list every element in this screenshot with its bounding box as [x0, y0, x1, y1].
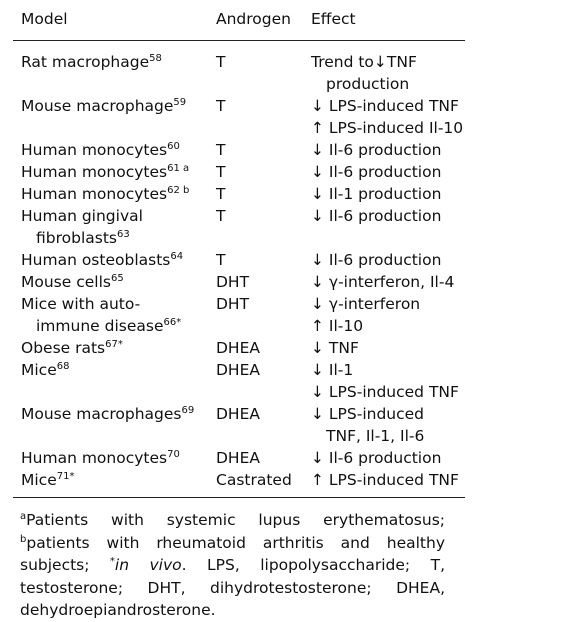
cell-effect [311, 447, 441, 469]
cell-androgen: Castrated [216, 471, 292, 489]
model-name: Human monocytes [21, 185, 168, 203]
footnote-b-mark: b [20, 533, 27, 545]
effect-line: ↓ Il-6 production [311, 207, 442, 225]
cell-model [21, 359, 69, 381]
cell-effect [311, 469, 459, 491]
model-name: Obese rats [21, 339, 106, 357]
cell-androgen: T [216, 185, 226, 203]
effect-line: ↓ LPS-induced TNF [311, 97, 459, 115]
model-name-continued: fibroblasts [36, 229, 117, 247]
reference-superscript: 62 b [167, 184, 190, 196]
cell-effect [311, 95, 463, 139]
effect-line: ↑ LPS-induced Il-10 [311, 119, 464, 137]
reference-superscript: 58 [149, 52, 162, 64]
model-name: Human monocytes [21, 163, 168, 181]
cell-model [21, 337, 123, 359]
footnote-abbreviations: . LPS, lipopolysaccharide; T, testosterone; DHT, dihydrotestosterone; DHEA, dehydroepiandrosterone. [20, 556, 445, 619]
header-effect: Effect [311, 10, 356, 28]
reference-superscript: 64 [170, 250, 184, 262]
cell-effect [311, 183, 441, 205]
cell-model [21, 447, 180, 469]
effect-line: ↓ γ-interferon, Il-4 [311, 273, 455, 291]
cell-model [21, 139, 180, 161]
model-name: Human monocytes [21, 141, 168, 159]
effect-line: ↓ TNF [311, 339, 359, 357]
cell-effect [311, 337, 359, 359]
cell-model [21, 183, 189, 205]
bottom-rule [13, 497, 465, 498]
cell-androgen: T [216, 163, 226, 181]
model-name: Mouse cells [21, 273, 111, 291]
model-name: Mouse macrophages [21, 405, 182, 423]
cell-model [21, 95, 186, 117]
cell-androgen: T [216, 207, 226, 225]
cell-effect [311, 249, 441, 271]
cell-androgen: T [216, 141, 226, 159]
model-name: Human osteoblasts [21, 251, 171, 269]
cell-androgen: DHEA [216, 405, 260, 423]
cell-effect [311, 205, 441, 227]
cell-model [21, 469, 74, 491]
cell-model [21, 161, 189, 183]
effect-line: ↓ Il-6 production [311, 163, 442, 181]
reference-superscript: 61 a [167, 162, 190, 174]
effect-line: ↓ Il-1 production [311, 185, 442, 203]
model-name: Rat macrophage [21, 53, 150, 71]
cell-effect [311, 293, 420, 337]
model-name-continued: immune disease [36, 317, 164, 335]
reference-superscript: 68 [56, 360, 70, 372]
effect-line: ↓ Il-6 production [311, 251, 442, 269]
effect-line: production [326, 75, 410, 93]
model-name: Mice with auto- [21, 295, 141, 313]
cell-model [21, 403, 194, 425]
model-name: Mice [21, 471, 57, 489]
cell-model [21, 51, 162, 73]
cell-androgen: DHT [216, 273, 250, 291]
cell-model [21, 205, 143, 249]
cell-effect [311, 403, 424, 447]
footnote-in-vivo: in vivo [114, 556, 182, 574]
table-footnote [20, 509, 445, 622]
cell-effect [311, 161, 441, 183]
top-rule [13, 40, 465, 41]
effect-line: Trend to↓TNF [311, 53, 417, 71]
header-androgen: Androgen [216, 10, 291, 28]
header-model: Model [21, 10, 68, 28]
footnote-b-text: patients with rheumatoid arthritis and healthy subjects; [20, 533, 445, 574]
effect-line: TNF, Il-1, Il-6 [326, 427, 425, 445]
model-name: Mice [21, 361, 57, 379]
effect-line: ↓ γ-interferon [311, 295, 421, 313]
cell-androgen: T [216, 53, 226, 71]
cell-model [21, 249, 183, 271]
cell-androgen: T [216, 251, 226, 269]
effect-line: ↓ Il-6 production [311, 141, 442, 159]
footnote-star: * [109, 555, 115, 567]
model-name: Human gingival [21, 207, 143, 225]
model-name: Mouse macrophage [21, 97, 174, 115]
cell-androgen: T [216, 97, 226, 115]
cell-effect [311, 139, 441, 161]
reference-superscript: 69 [181, 404, 195, 416]
cell-effect [311, 359, 459, 403]
effect-line: ↓ LPS-induced TNF [311, 383, 459, 401]
footnote-a-mark: a [20, 510, 27, 522]
reference-superscript: 71* [56, 470, 75, 482]
cell-androgen: DHEA [216, 339, 260, 357]
cell-model [21, 293, 181, 337]
footnote-a-text: Patients with systemic lupus erythematosus; [26, 511, 445, 529]
effect-line: ↓ Il-6 production [311, 449, 442, 467]
cell-androgen: DHT [216, 295, 250, 313]
cell-androgen: DHEA [216, 449, 260, 467]
cell-effect [311, 51, 417, 95]
cell-androgen: DHEA [216, 361, 260, 379]
reference-superscript: 66* [163, 316, 182, 328]
effect-line: ↑ Il-10 [311, 317, 364, 335]
cell-model [21, 271, 124, 293]
model-name: Human monocytes [21, 449, 168, 467]
reference-superscript: 59 [173, 96, 187, 108]
reference-superscript: 63 [117, 228, 130, 240]
reference-superscript: 70 [167, 448, 180, 460]
effect-line: ↓ Il-1 [311, 361, 354, 379]
effect-line: ↑ LPS-induced TNF [311, 471, 459, 489]
effect-line: ↓ LPS-induced [311, 405, 425, 423]
reference-superscript: 65 [110, 272, 124, 284]
reference-superscript: 60 [167, 140, 180, 152]
reference-superscript: 67* [105, 338, 123, 350]
cell-effect [311, 271, 454, 293]
